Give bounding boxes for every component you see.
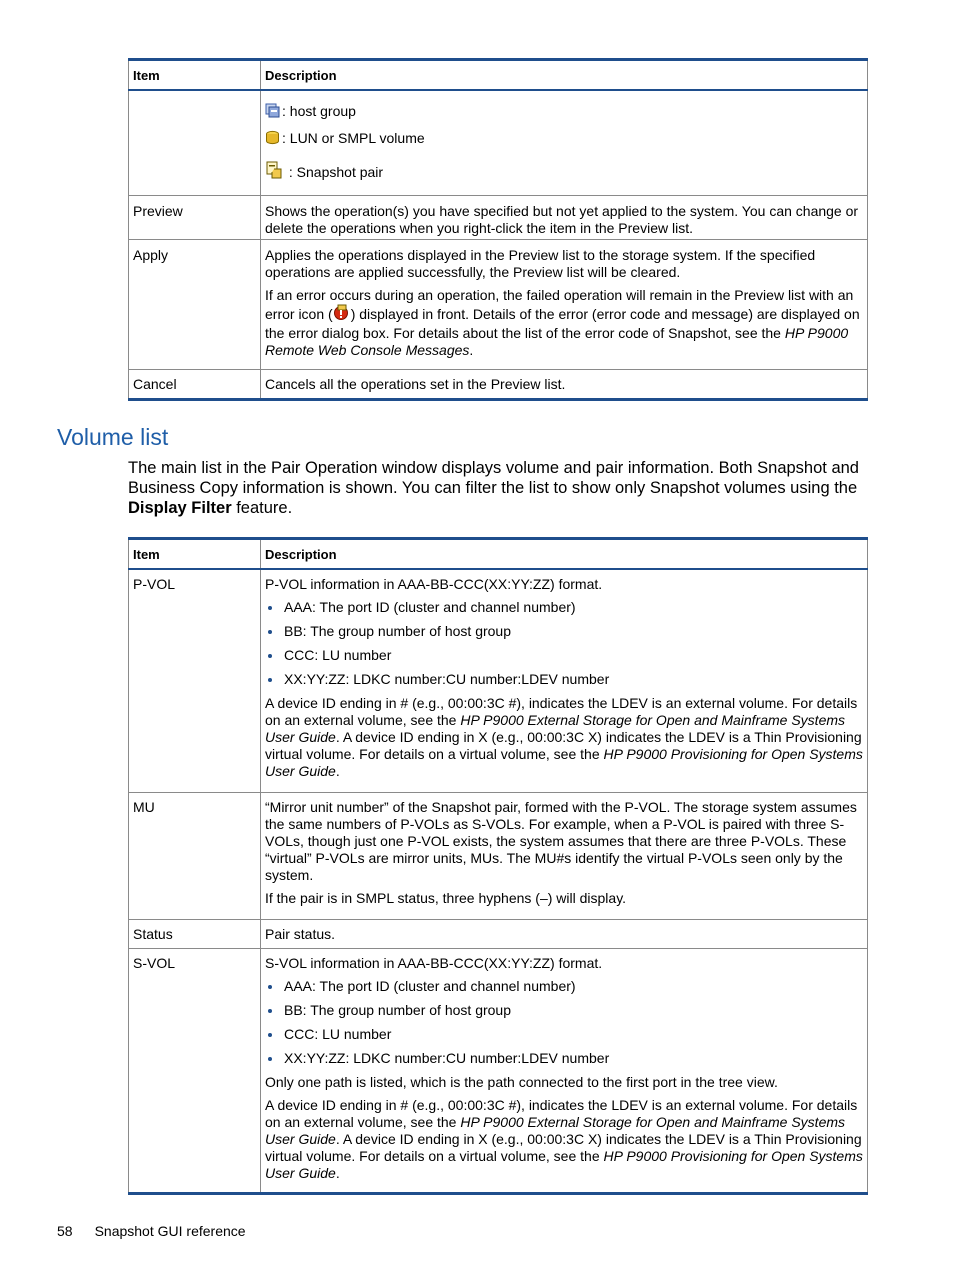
table-row-apply (129, 239, 868, 369)
apply-reference: HP P9000 Remote Web Console Messages (265, 324, 849, 358)
table-row-preview (129, 195, 868, 239)
svol-ref-provisioning: HP P9000 Provisioning for Open Systems User Guide (265, 1148, 863, 1181)
pvol-lead: P-VOL information in AAA-BB-CCC(XX:YY:ZZ) format. (265, 576, 603, 592)
lun-volume-icon (265, 130, 280, 149)
item-mu: MU (129, 793, 261, 920)
pvol-ref-provisioning: HP P9000 Provisioning for Open Systems User Guide (265, 746, 863, 779)
svol-device-id-note (265, 1097, 863, 1182)
intro-text-b: feature. (231, 499, 293, 517)
icon-legend-cell (261, 90, 868, 195)
pvol-text-2: . A device ID ending in X (e.g., 00:00:3C X) indicates the LDEV is a Thin Provisioning virtual volume. For details on a virtual volume, see the (265, 729, 862, 762)
list-item: CCC: LU number (265, 1026, 863, 1043)
intro-text-a: The main list in the Pair Operation window displays volume and pair information. Both Snapshot and Business Copy information is shown. You can filter the list to show only Snapshot volumes using the (128, 459, 859, 497)
legend-lun-smpl (265, 130, 863, 149)
svol-lead: S-VOL information in AAA-BB-CCC(XX:YY:ZZ) format. (265, 955, 603, 971)
list-item: BB: The group number of host group (265, 623, 863, 640)
item-cancel: Cancel (129, 369, 261, 399)
desc-preview (261, 195, 868, 239)
page-footer (57, 1223, 246, 1239)
column-header-description: Description (261, 539, 868, 570)
list-item: BB: The group number of host group (265, 1002, 863, 1019)
volume-list-table (128, 537, 868, 1195)
desc-apply (261, 239, 868, 369)
svol-text-1: A device ID ending in # (e.g., 00:00:3C #), indicates the LDEV is an external volume. For details on an external volume, see the (265, 1097, 858, 1130)
legend-lun-smpl-label: : LUN or SMPL volume (282, 130, 425, 146)
legend-host-group-label: : host group (282, 103, 356, 119)
table-row-icon-legend (129, 90, 868, 195)
host-group-icon (265, 103, 280, 122)
column-header-item: Item (129, 60, 261, 91)
table-row-svol (129, 949, 868, 1194)
apply-text-end: . (469, 341, 474, 358)
list-item: XX:YY:ZZ: LDKC number:CU number:LDEV number (265, 671, 863, 688)
mu-description-2: If the pair is in SMPL status, three hyphens (–) will display. (265, 890, 627, 906)
apply-description-2 (265, 287, 863, 359)
apply-text-a: If an error occurs during an operation, the failed operation will remain in the Preview list with an error icon ( (265, 286, 854, 322)
list-item: CCC: LU number (265, 647, 863, 664)
apply-description-1: Applies the operations displayed in the Preview list to the storage system. If the specified operations are applied successfully, the Preview list will be cleared. (265, 246, 816, 280)
svol-bullets (265, 978, 863, 1067)
svol-text-2: . A device ID ending in X (e.g., 00:00:3C X) indicates the LDEV is a Thin Provisioning virtual volume. For details on a virtual volume, see the (265, 1131, 862, 1164)
desc-mu (261, 793, 868, 920)
mu-description-1: “Mirror unit number” of the Snapshot pair, formed with the P-VOL. The storage system assumes the same numbers of P-VOLs as S-VOLs. For example, when a P-VOL is paired with three S-VOLs, though just one P-VOL exists, the system assumes that there are three P-VOLs. These “virtual” P-VOLs are mirror units, MUs. The MU#s identify the virtual P-VOLs seen only by the system. (265, 799, 857, 883)
page-number: 58 (57, 1223, 73, 1239)
error-icon (333, 304, 349, 325)
table-header-row (129, 539, 868, 570)
section-intro (128, 458, 868, 518)
pvol-text-1: A device ID ending in # (e.g., 00:00:3C #), indicates the LDEV is an external volume. For details on an external volume, see the (265, 695, 858, 728)
legend-host-group (265, 103, 863, 122)
item-pvol: P-VOL (129, 569, 261, 793)
apply-text-b: ) displayed in front. Details of the error (error code and message) are displayed on the error dialog box. For details about the list of the error code of Snapshot, see the (265, 305, 860, 341)
svol-path-note: Only one path is listed, which is the path connected to the first port in the tree view. (265, 1074, 778, 1090)
svol-text-3: . (335, 1165, 340, 1181)
pvol-text-3: . (335, 763, 340, 779)
list-item: XX:YY:ZZ: LDKC number:CU number:LDEV number (265, 1050, 863, 1067)
table-row-status (129, 920, 868, 949)
section-title: Volume list (57, 424, 169, 450)
desc-cancel: Cancels all the operations set in the Preview list. (261, 369, 868, 399)
column-header-item: Item (129, 539, 261, 570)
pvol-bullets (265, 599, 863, 688)
item-status: Status (129, 920, 261, 949)
footer-title: Snapshot GUI reference (94, 1223, 246, 1239)
desc-svol (261, 949, 868, 1194)
legend-snapshot-pair (265, 161, 863, 183)
gui-items-table (128, 58, 868, 401)
snapshot-pair-icon (265, 161, 283, 183)
column-header-description: Description (261, 60, 868, 91)
svol-ref-external: HP P9000 External Storage for Open and Mainframe Systems User Guide (265, 1114, 846, 1147)
pvol-device-id-note (265, 695, 863, 780)
desc-pvol (261, 569, 868, 793)
table-header-row (129, 60, 868, 91)
item-preview: Preview (129, 195, 261, 239)
legend-snapshot-pair-label: : Snapshot pair (285, 164, 384, 180)
desc-status: Pair status. (261, 920, 868, 949)
intro-display-filter: Display Filter (128, 499, 232, 517)
preview-description: Shows the operation(s) you have specified but not yet applied to the system. You can change or delete the operations when you right-click the item in the Preview list. (265, 202, 859, 236)
item-apply: Apply (129, 239, 261, 369)
table-row-pvol (129, 569, 868, 793)
table-row-cancel (129, 369, 868, 399)
pvol-ref-external: HP P9000 External Storage for Open and Mainframe Systems User Guide (265, 712, 846, 745)
item-svol: S-VOL (129, 949, 261, 1194)
list-item: AAA: The port ID (cluster and channel number) (265, 978, 863, 995)
list-item: AAA: The port ID (cluster and channel number) (265, 599, 863, 616)
table-row-mu (129, 793, 868, 920)
table-cell-empty (129, 90, 261, 195)
